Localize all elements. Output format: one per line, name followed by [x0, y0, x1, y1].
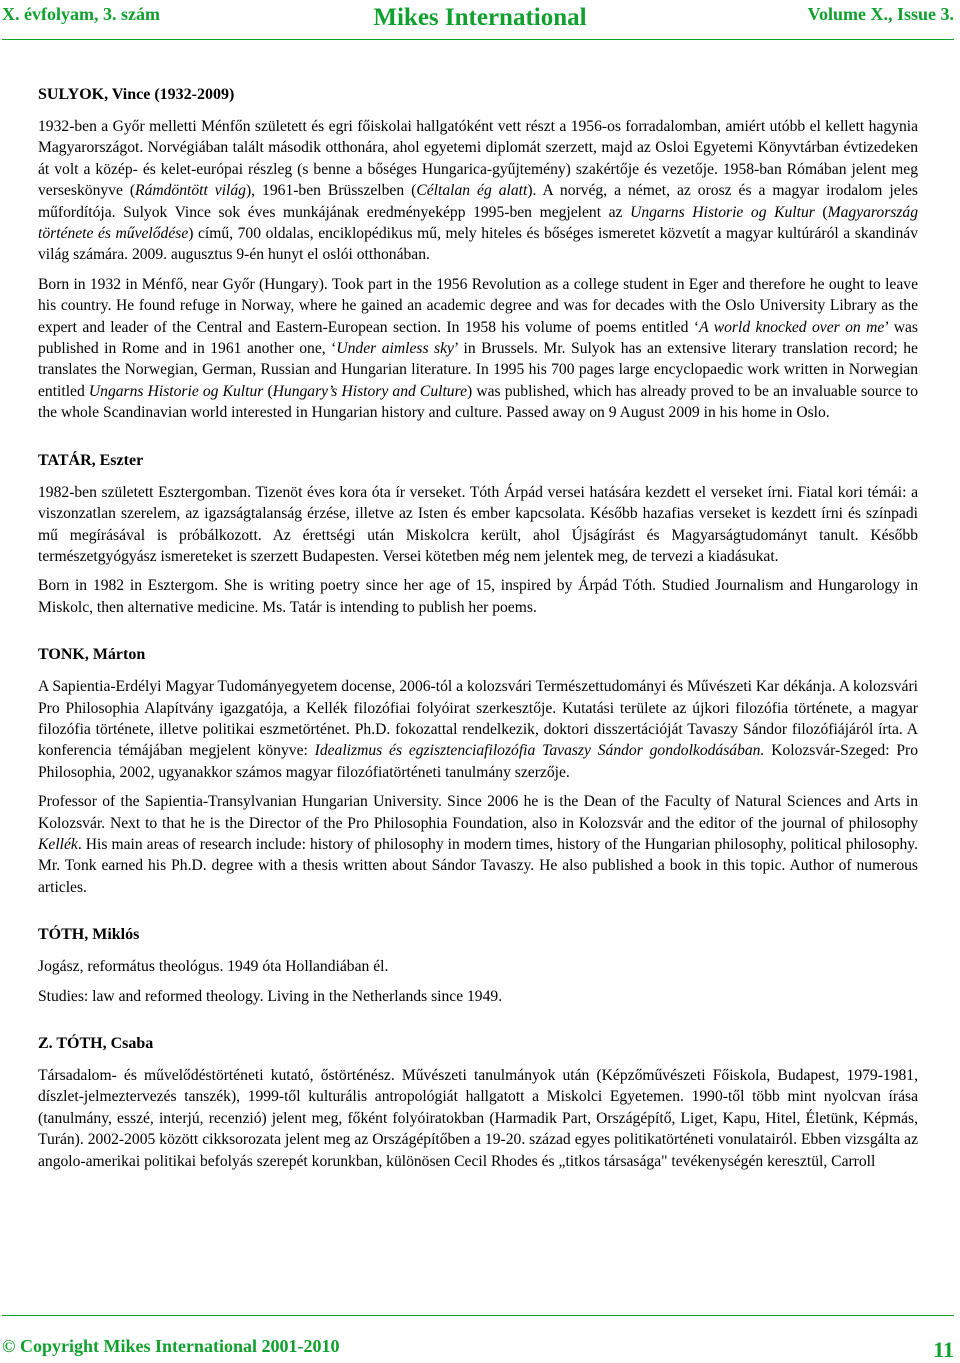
italic-title: Under aimless sky	[336, 340, 454, 358]
text-run: . His main areas of research include: history of philosophy in modern times, history of the Hungarian philosophy, political philosophy. Mr. Tonk earned his Ph.D. degree with a thesis written about Sándor Tavaszy. He also published a book in this topic. Author of numerous articles.	[38, 835, 918, 896]
text-run: Studies: law and reformed theology. Living in the Netherlands since 1949.	[38, 987, 503, 1005]
bio-paragraph	[38, 575, 918, 618]
author-name: SULYOK, Vince (1932-2009)	[38, 86, 235, 103]
copyright-notice: © Copyright Mikes International 2001-2010	[2, 1336, 340, 1356]
text-run: Jogász, református theológus. 1949 óta Hollandiában él.	[38, 958, 389, 976]
bio-paragraph	[38, 482, 918, 568]
journal-title: Mikes International	[373, 4, 587, 31]
page-header	[0, 0, 960, 40]
text-run: A Sapientia-Erdélyi Magyar Tudományegyetem docense, 2006-tól a kolozsvári Természettudományi és Művészeti Kar dékánja. A kolozsvári Pro Philosophia Alapítvány igazgatója, a Kellék filozófiai folyóirat szerkesztője. Kutatási területe az újkori filozófia története, a magyar filozófia története, illetve politikai eszmetörténet. Ph.D. fokozattal rendelkezik, doktori disszertációját Tavaszy Sándor filozófiájáról írta. A konferencia témájában megjelent könyve:	[38, 678, 918, 760]
page-number: 11	[933, 1337, 954, 1362]
author-name: TONK, Márton	[38, 646, 146, 664]
text-run: Kolozsvár-Szeged: Pro Philosophia, 2002, ugyanakkor számos magyar filozófiatörténeti tanulmány szerzője.	[38, 742, 919, 781]
main-content	[38, 84, 918, 1198]
italic-title: Idealizmus és egzisztenciafilozófia Tavaszy Sándor gondolkodásában.	[314, 742, 765, 760]
header-divider	[2, 39, 954, 40]
author-entry	[38, 450, 918, 618]
author-entry	[38, 644, 918, 898]
text-run: ), 1961-ben Brüsszelben (	[245, 182, 417, 200]
text-run: Born in 1932 in Ménfő, near Győr (Hungary). Took part in the 1956 Revolution as a college student in Eger and therefore he ought to leave his country. He found refuge in Norway, where he gained an academic degree and was for decades with the Oslo University Library as the expert and leader of the Central and Eastern-European section. In 1958 his volume of poems entitled ‘	[38, 275, 918, 336]
italic-title: Hungary’s History and Culture	[272, 382, 467, 400]
bio-paragraph	[38, 791, 918, 898]
volume-hu: X. évfolyam, 3. szám	[2, 4, 160, 24]
author-entry	[38, 84, 918, 424]
bio-paragraph	[38, 116, 918, 266]
text-run: Professor of the Sapientia-Transylvanian Hungarian University. Since 2006 he is the Dean of the Faculty of Natural Sciences and Arts in Kolozsvár. Next to that he is the Director of the Pro Philosophia Foundation, also in Kolozsvár and the editor of the journal of philosophy	[38, 793, 918, 832]
text-run: ’ in Brussels. Mr. Sulyok has an extensive literary translation record; he translates the Norwegian, German, Russian and Hungarian literature. In 1995 his 700 pages large encyclopaedic work written in Norwegian entitled	[38, 340, 918, 400]
text-run: ’ was published in Rome and in 1961 another one, ‘	[38, 318, 919, 358]
author-name: TÓTH, Miklós	[38, 926, 140, 944]
text-run: ) was published, which has already proved to be an invaluable source to the whole Scandinavian world interested in Hungarian history and culture. Passed away on 9 August 2009 in his home in Oslo.	[38, 382, 918, 422]
text-run: Társadalom- és művelődéstörténeti kutató, őstörténész. Művészeti tanulmányok után (Képzőművészeti Főiskola, Budapest, 1979-1981, díszlet-jelmeztervezés tanszék), 1999-től kulturális antropológiát hallgatott a Miskolci Egyetemen. 1990-től több mint nyolcvan írása (tanulmány, esszé, interjú, recenzió) jelent meg, főként folyóiratokban (Harmadik Part, Országépítő, Liget, Kapu, Hitel, Életünk, Képmás, Turán). 2002-2005 között cikksorozata jelent meg az Országépítőben a 19-20. század egyes politikatörténeti vonulatairól. Ebben vizsgálta az angolo-amerikai politikai befolyás szerepét korunkban, különösen Cecil Rhodes és „titkos társasága" tevékenységén keresztül, Carroll	[38, 1067, 918, 1170]
italic-title: Ungarns Historie og Kultur	[88, 382, 264, 400]
bio-paragraph	[38, 676, 918, 783]
bio-paragraph	[38, 1065, 918, 1172]
italic-title: Céltalan ég alatt	[416, 182, 528, 200]
author-entry	[38, 924, 918, 1007]
text-run: 1982-ben született Esztergomban. Tizenöt éves kora óta ír verseket. Tóth Árpád versei hatására kezdett el verseket írni. Fiatal kori témái: a viszonzatlan szerelem, az igazságtalanság érzése, illetve az Isten és ember kapcsolata. Később hazafias verseket is kezdett írni és színpadi mű megírásával is próbálkozott. Az érettségi után Miskolcra került, ahol Újságírást és Magyarságtudományt tanult. Később természetgyógyász ismereteket is szerzett Budapesten. Versei kötetben még nem jelentek meg, de tervezi a kiadásukat.	[38, 483, 918, 565]
footer-divider	[2, 1315, 954, 1316]
text-run: (	[263, 382, 273, 400]
text-run: ). A norvég, a német, az orosz és a magyar irodalom jeles műfordítója. Sulyok Vince sok éves munkájának eredményeképp 1995-ben megjelent az	[38, 182, 918, 221]
text-run: ) című, 700 oldalas, enciklopédikus mű, mely hiteles és bőséges ismeretet közvetít a magyar kultúráról a skandináv világ számára. 2009. augusztus 9-én hunyt el oslói otthonában.	[38, 225, 918, 264]
text-run: (	[814, 203, 828, 221]
italic-title: A world knocked over on me	[699, 318, 885, 336]
bio-paragraph	[38, 956, 918, 977]
italic-title: Ungarns Historie og Kultur	[630, 203, 815, 221]
italic-title: Magyarország története és művelődése	[38, 203, 918, 243]
volume-en: Volume X., Issue 3.	[807, 4, 954, 24]
text-run: Born in 1982 in Esztergom. She is writing poetry since her age of 15, inspired by Árpád Tóth. Studied Journalism and Hungarology in Miskolc, then alternative medicine. Ms. Tatár is intending to publish her poems.	[38, 577, 918, 616]
italic-title: Rámdöntött világ	[135, 182, 246, 200]
author-name: TATÁR, Eszter	[38, 451, 144, 469]
author-name: Z. TÓTH, Csaba	[38, 1035, 154, 1052]
italic-title: Kellék	[38, 835, 78, 853]
text-run: 1932-ben a Győr melletti Ménfőn született és egri főiskolai hallgatóként vett részt a 1956-os forradalomban, amiért utóbb el kellett hagynia Magyarországot. Norvégiában talált második otthonára, ahol egyetemi diplomát szerzett, majd az Osloi Egyetemi Könyvtárban évtizedeken át volt a közép- és kelet-európai részleg (s benne a bőséges Hungarica-gyűjtemény) szakértője és vezetője. 1958-ban Rómában jelent meg verseskönyve (	[38, 118, 918, 200]
bio-paragraph	[38, 274, 918, 424]
bio-paragraph	[38, 986, 918, 1007]
author-entry	[38, 1033, 918, 1172]
